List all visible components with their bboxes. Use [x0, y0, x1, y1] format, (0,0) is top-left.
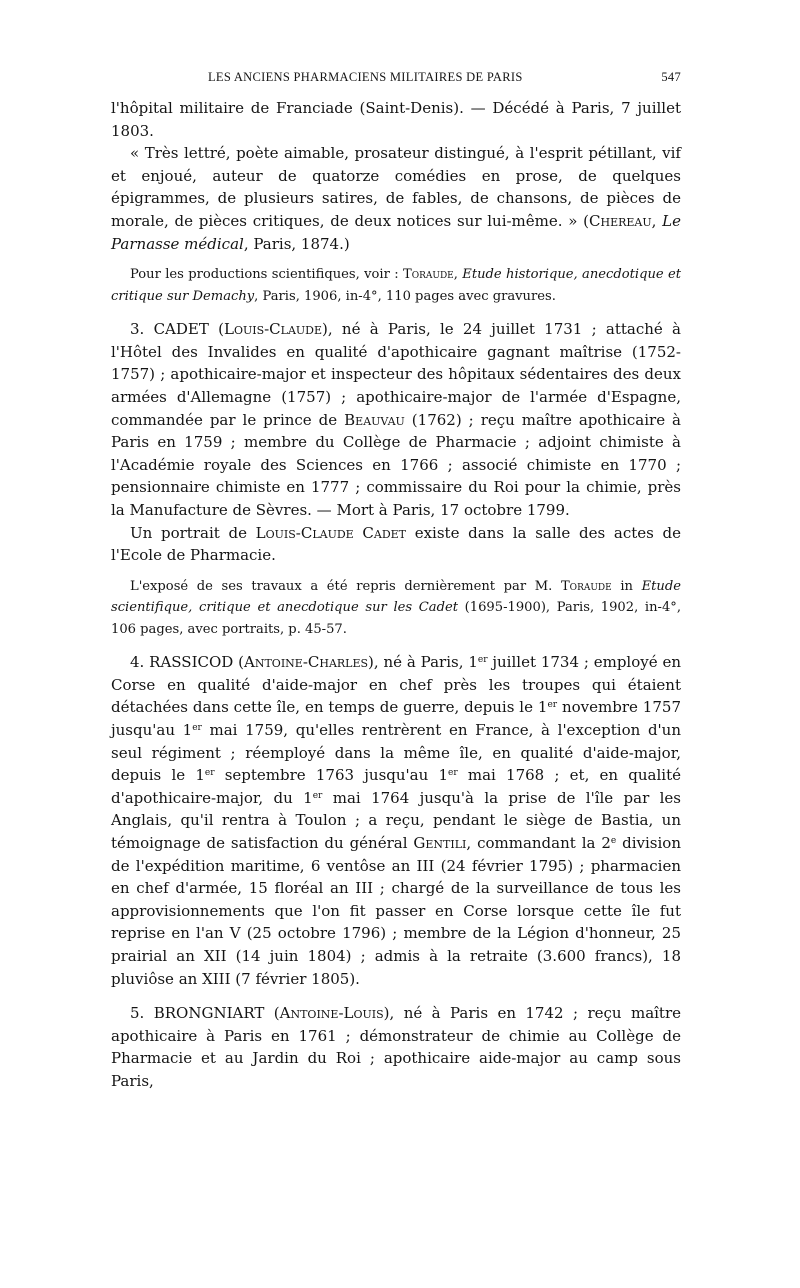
running-title: LES ANCIENS PHARMACIENS MILITAIRES DE PARIS: [208, 70, 523, 84]
entry-name: Antoine-Charles: [244, 653, 369, 672]
entry-brongniart: 5. BRONGNIART (Antoine-Louis), né à Paris en 1742 ; reçu maître apothicaire à Paris en 1761 ; démonstrateur de chimie au Collège de Pharmacie et au Jardin du Roi ; apothicaire aide-major au camp sous Paris,: [111, 1004, 682, 1090]
note-author: Toraude: [560, 578, 612, 594]
note-work-title: Etude historique, anecdotique et critique sur Demachy: [111, 267, 681, 304]
note-work-title: Etude scientifique, critique et anecdotique sur les Cadet: [111, 578, 681, 616]
person-name: Gentili: [413, 833, 467, 852]
entry-rassicod: 4. RASSICOD (Antoine-Charles), né à Paris, 1er juillet 1734 ; employé en Corse en qualité d'aide-major en chef près les troupes qui étaient détachées dans cette île, en temps de guerre, depuis le 1er novembre 1757 jusqu'au 1er mai 1759, qu'elles rentrèrent en France, à l'exception d'un seul régiment ; réemployé dans la même île, en qualité d'aide-major, depuis le 1er septembre 1763 jusqu'au 1er mai 1768 ; et, en qualité d'apothicaire-major, du 1er mai 1764 jusqu'à la prise de l'île par les Anglais, qu'il rentra à Toulon ; a reçu, pendant le siège de Bastia, un témoignage de satisfaction du général Gentili, commandant la 2e division de l'expédition maritime, 6 ventôse an III (24 février 1795) ; pharmacien en chef d'armée, 15 floréal an III ; chargé de la surveillance de tous les approvisionnements que l'on fit passer en Corse lorsque cette île fut reprise en l'an V (25 octobre 1796) ; membre de la Légion d'honneur, 25 prairial an XII (14 juin 1804) ; admis à la retraite (3.600 francs), 18 pluviôse an XIII (7 février 1805).: [111, 653, 682, 988]
footnote-toraude-cadet: L'exposé de ses travaux a été repris dernièrement par M. Toraude in Etude scientifique, critique et anecdotique sur les Cadet (1695-1900), Paris, 1902, in-4°, 106 pages, avec portraits, p. 45-57.: [111, 578, 681, 637]
quote-work-title: Le Parnasse médical: [111, 211, 681, 253]
entry-name: Louis-Claude: [223, 320, 323, 339]
page-number: 547: [661, 70, 681, 84]
quote-paragraph: « Très lettré, poète aimable, prosateur distingué, à l'esprit pétillant, vif et enjoué, auteur de quatorze comédies en prose, de quelques épigrammes, de plusieurs satires, de fables, de chansons, de pièces de morale, de pièces critiques, de deux notices sur lui-même. » (Chereau, Le Parnasse médical, Paris, 1874.): [111, 144, 681, 253]
person-name: Beauvau: [344, 410, 405, 429]
portrait-paragraph: Un portrait de Louis-Claude Cadet existe dans la salle des actes de l'Ecole de Pharmacie.: [111, 523, 681, 565]
entry-cadet: 3. CADET (Louis-Claude), né à Paris, le 24 juillet 1731 ; attaché à l'Hôtel des Invalides en qualité d'apothicaire gagnant maîtrise (1752-1757) ; apothicaire-major et inspecteur des hôpitaux sédentaires des deux armées d'Allemagne (1757) ; apothicaire-major de l'armée d'Espagne, commandée par le prince de Beauvau (1762) ; reçu maître apothicaire à Paris en 1759 ; membre du Collège de Pharmacie ; adjoint chimiste à l'Académie royale des Sciences en 1766 ; associé chimiste en 1770 ; pensionnaire chimiste en 1777 ; commissaire du Roi pour la chimie, près la Manufacture de Sèvres. — Mort à Paris, 17 octobre 1799.: [111, 320, 681, 519]
person-name: Louis-Claude Cadet: [255, 523, 407, 542]
note-author: Toraude: [402, 267, 454, 283]
footnote-toraude-demachy: Pour les productions scientifiques, voir : Toraude, Etude historique, anecdotique et critique sur Demachy, Paris, 1906, in-4°, 110 pages avec gravures.: [111, 267, 681, 304]
body-text: [111, 97, 681, 1092]
quote-text: « Très lettré, poète aimable, prosateur distingué, à l'esprit pétillant, vif et enjoué, auteur de quatorze comédies en prose, de quelques épigrammes, de plusieurs satires, de fables, de chansons, de pièces de morale, de pièces critiques, de deux notices sur lui-même. » (: [111, 144, 681, 230]
quote-author: Chereau: [589, 211, 652, 230]
entry-name: Antoine-Louis: [279, 1004, 384, 1023]
continued-paragraph: l'hôpital militaire de Franciade (Saint-Denis). — Décédé à Paris, 7 juillet 1803.: [111, 99, 681, 140]
